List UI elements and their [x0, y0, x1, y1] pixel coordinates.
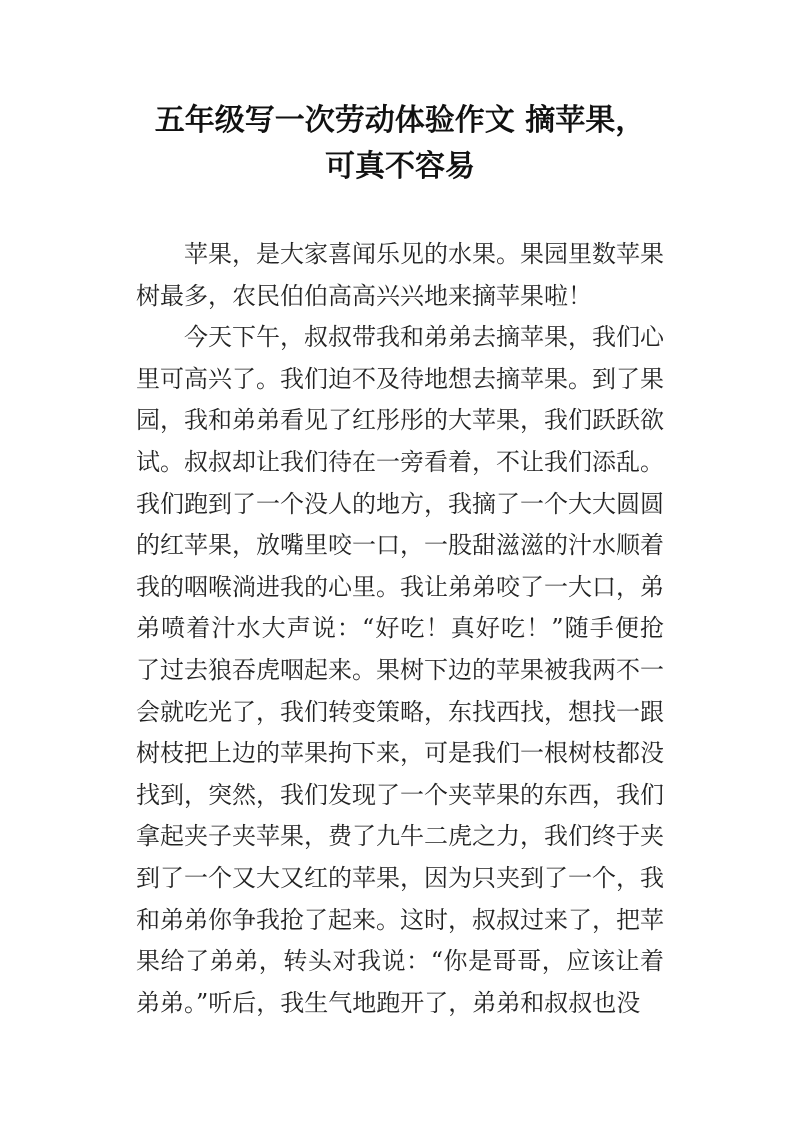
title-line-2: 可真不容易: [325, 149, 475, 184]
document-title: [100, 98, 700, 190]
paragraph-2: 今天下午，叔叔带我和弟弟去摘苹果，我们心里可高兴了。我们迫不及待地想去摘苹果。到了果园，我和弟弟看见了红彤彤的大苹果，我们跃跃欲试。叔叔却让我们待在一旁看着，不让我们添乱。我们跑到了一个没人的地方，我摘了一个大大圆圆的红苹果，放嘴里咬一口，一股甜滋滋的汁水顺着我的咽喉淌进我的心里。我让弟弟咬了一大口，弟弟喷着汁水大声说：“好吃！真好吃！”随手便抢了过去狼吞虎咽起来。果树下边的苹果被我两不一会就吃光了，我们转变策略，东找西找，想找一跟树枝把上边的苹果拘下来，可是我们一根树枝都没找到，突然，我们发现了一个夹苹果的东西，我们拿起夹子夹苹果，费了九牛二虎之力，我们终于夹到了一个又大又红的苹果，因为只夹到了一个，我和弟弟你争我抢了起来。这时，叔叔过来了，把苹果给了弟弟，转头对我说：“你是哥哥，应该让着弟弟。”听后，我生气地跑开了，弟弟和叔叔也没: [136, 323, 664, 1017]
document-body: [136, 234, 664, 1024]
paragraph-1: 苹果，是大家喜闻乐见的水果。果园里数苹果树最多，农民伯伯高高兴兴地来摘苹果啦！: [136, 240, 664, 310]
title-line-1: 五年级写一次劳动体验作文 摘苹果，: [154, 103, 646, 138]
